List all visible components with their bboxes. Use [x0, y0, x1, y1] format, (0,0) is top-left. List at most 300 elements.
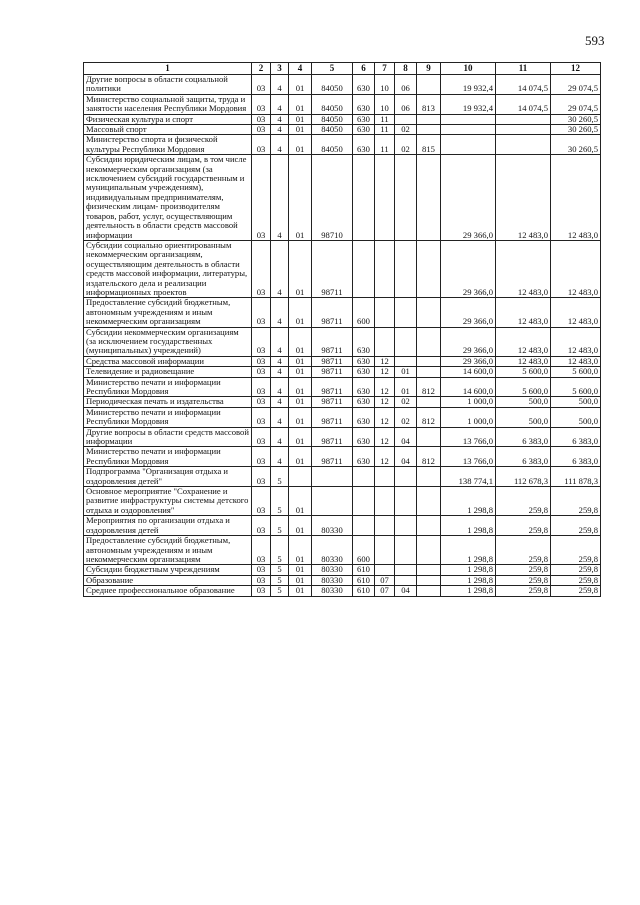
expense-type-cell: 630	[353, 125, 375, 135]
amount-col11-cell: 500,0	[496, 407, 551, 427]
target-code-cell: 84050	[312, 135, 353, 155]
table-row	[84, 516, 601, 536]
amount-col11-cell: 12 483,0	[496, 240, 551, 297]
ministry-cell	[417, 565, 441, 575]
program-code-cell: 4	[271, 407, 289, 427]
row-name-cell: Субсидии некоммерческим организациям (за исключением государственных (муниципальных) учреждений)	[84, 327, 252, 356]
subsection-cell	[395, 575, 417, 585]
subsection-cell	[395, 327, 417, 356]
event-code-cell: 01	[289, 427, 312, 447]
expense-type-cell: 630	[353, 447, 375, 467]
amount-col11-cell: 259,8	[496, 516, 551, 536]
ministry-cell	[417, 575, 441, 585]
event-code-cell: 01	[289, 447, 312, 467]
table-row	[84, 427, 601, 447]
table-row	[84, 327, 601, 356]
amount-col11-cell: 12 483,0	[496, 298, 551, 327]
event-code-cell: 01	[289, 565, 312, 575]
sub-code-cell: 03	[252, 565, 271, 575]
sub-code-cell: 03	[252, 575, 271, 585]
sub-code-cell: 03	[252, 397, 271, 407]
program-code-cell: 5	[271, 516, 289, 536]
subsection-cell: 01	[395, 367, 417, 377]
target-code-cell: 84050	[312, 114, 353, 124]
amount-col12-cell: 30 260,5	[551, 135, 601, 155]
program-code-cell: 4	[271, 327, 289, 356]
amount-col12-cell: 259,8	[551, 487, 601, 516]
target-code-cell: 98711	[312, 407, 353, 427]
program-code-cell: 5	[271, 467, 289, 487]
target-code-cell: 98711	[312, 298, 353, 327]
ministry-cell: 815	[417, 135, 441, 155]
column-header: 7	[375, 63, 395, 75]
expense-type-cell: 610	[353, 565, 375, 575]
ministry-cell	[417, 125, 441, 135]
amount-col10-cell: 29 366,0	[441, 327, 496, 356]
event-code-cell: 01	[289, 327, 312, 356]
ministry-cell: 812	[417, 447, 441, 467]
expense-type-cell: 630	[353, 377, 375, 397]
section-cell: 07	[375, 575, 395, 585]
event-code-cell: 01	[289, 367, 312, 377]
table-row	[84, 125, 601, 135]
event-code-cell: 01	[289, 298, 312, 327]
row-name-cell: Среднее профессиональное образование	[84, 586, 252, 596]
ministry-cell: 812	[417, 407, 441, 427]
column-header: 12	[551, 63, 601, 75]
section-cell: 10	[375, 94, 395, 114]
event-code-cell: 01	[289, 407, 312, 427]
amount-col12-cell: 5 600,0	[551, 377, 601, 397]
subsection-cell	[395, 155, 417, 241]
column-header: 9	[417, 63, 441, 75]
ministry-cell	[417, 427, 441, 447]
ministry-cell	[417, 367, 441, 377]
table-row	[84, 397, 601, 407]
amount-col12-cell: 30 260,5	[551, 125, 601, 135]
amount-col12-cell: 500,0	[551, 397, 601, 407]
section-cell: 12	[375, 356, 395, 366]
table-body	[84, 75, 601, 597]
program-code-cell: 4	[271, 367, 289, 377]
row-name-cell: Министерство спорта и физической культуры Республики Мордовия	[84, 135, 252, 155]
event-code-cell: 01	[289, 114, 312, 124]
amount-col12-cell: 6 383,0	[551, 447, 601, 467]
section-cell	[375, 327, 395, 356]
event-code-cell: 01	[289, 586, 312, 596]
amount-col10-cell: 13 766,0	[441, 447, 496, 467]
expense-type-cell: 600	[353, 536, 375, 565]
expense-type-cell: 630	[353, 397, 375, 407]
section-cell	[375, 487, 395, 516]
amount-col12-cell: 259,8	[551, 586, 601, 596]
sub-code-cell: 03	[252, 536, 271, 565]
amount-col12-cell: 6 383,0	[551, 427, 601, 447]
event-code-cell	[289, 467, 312, 487]
program-code-cell: 5	[271, 536, 289, 565]
event-code-cell: 01	[289, 240, 312, 297]
amount-col10-cell: 14 600,0	[441, 367, 496, 377]
program-code-cell: 4	[271, 135, 289, 155]
table-row	[84, 75, 601, 95]
amount-col10-cell: 1 298,8	[441, 487, 496, 516]
expense-type-cell	[353, 516, 375, 536]
amount-col11-cell: 259,8	[496, 575, 551, 585]
amount-col11-cell: 112 678,3	[496, 467, 551, 487]
expense-type-cell	[353, 467, 375, 487]
ministry-cell	[417, 298, 441, 327]
amount-col11-cell: 12 483,0	[496, 356, 551, 366]
subsection-cell	[395, 516, 417, 536]
subsection-cell	[395, 536, 417, 565]
ministry-cell	[417, 114, 441, 124]
subsection-cell	[395, 487, 417, 516]
amount-col12-cell: 259,8	[551, 516, 601, 536]
ministry-cell	[417, 516, 441, 536]
budget-table	[83, 62, 601, 597]
amount-col11-cell: 12 483,0	[496, 327, 551, 356]
sub-code-cell: 03	[252, 94, 271, 114]
expense-type-cell: 630	[353, 114, 375, 124]
table-row	[84, 575, 601, 585]
amount-col12-cell: 12 483,0	[551, 240, 601, 297]
ministry-cell: 812	[417, 377, 441, 397]
sub-code-cell: 03	[252, 407, 271, 427]
sub-code-cell: 03	[252, 467, 271, 487]
page-number: 593	[585, 33, 605, 48]
sub-code-cell: 03	[252, 75, 271, 95]
event-code-cell: 01	[289, 516, 312, 536]
amount-col12-cell: 29 074,5	[551, 75, 601, 95]
program-code-cell: 4	[271, 427, 289, 447]
amount-col11-cell: 14 074,5	[496, 75, 551, 95]
amount-col10-cell: 1 298,8	[441, 516, 496, 536]
amount-col10-cell: 29 366,0	[441, 356, 496, 366]
expense-type-cell: 610	[353, 586, 375, 596]
subsection-cell: 02	[395, 125, 417, 135]
amount-col10-cell: 13 766,0	[441, 427, 496, 447]
amount-col10-cell: 1 298,8	[441, 575, 496, 585]
section-cell: 12	[375, 397, 395, 407]
subsection-cell: 02	[395, 407, 417, 427]
section-cell: 12	[375, 407, 395, 427]
subsection-cell: 04	[395, 447, 417, 467]
row-name-cell: Телевидение и радиовещание	[84, 367, 252, 377]
sub-code-cell: 03	[252, 114, 271, 124]
amount-col10-cell	[441, 135, 496, 155]
event-code-cell: 01	[289, 94, 312, 114]
section-cell: 12	[375, 377, 395, 397]
subsection-cell: 02	[395, 397, 417, 407]
amount-col10-cell: 29 366,0	[441, 155, 496, 241]
target-code-cell: 98711	[312, 377, 353, 397]
amount-col10-cell: 1 000,0	[441, 407, 496, 427]
expense-type-cell: 630	[353, 94, 375, 114]
section-cell	[375, 298, 395, 327]
row-name-cell: Министерство социальной защиты, труда и занятости населения Республики Мордовия	[84, 94, 252, 114]
row-name-cell: Физическая культура и спорт	[84, 114, 252, 124]
amount-col10-cell: 29 366,0	[441, 298, 496, 327]
table-row	[84, 135, 601, 155]
row-name-cell: Субсидии юридическим лицам, в том числе некоммерческим организациям (за исключением субсидий государственным и муниципальным учреждениям), индивидуальным предпринимателям, физическим лицам- производителям товаров, работ, услуг, осуществляющим деятельность в области средств массовой информации	[84, 155, 252, 241]
target-code-cell: 98711	[312, 356, 353, 366]
expense-type-cell	[353, 240, 375, 297]
amount-col12-cell: 29 074,5	[551, 94, 601, 114]
amount-col10-cell: 1 298,8	[441, 565, 496, 575]
column-header: 8	[395, 63, 417, 75]
program-code-cell: 4	[271, 75, 289, 95]
table-row	[84, 586, 601, 596]
target-code-cell: 98711	[312, 447, 353, 467]
amount-col12-cell: 30 260,5	[551, 114, 601, 124]
expense-type-cell: 600	[353, 298, 375, 327]
expense-type-cell	[353, 155, 375, 241]
sub-code-cell: 03	[252, 356, 271, 366]
column-header: 2	[252, 63, 271, 75]
event-code-cell: 01	[289, 135, 312, 155]
amount-col10-cell: 1 298,8	[441, 536, 496, 565]
column-header: 11	[496, 63, 551, 75]
target-code-cell: 80330	[312, 565, 353, 575]
amount-col12-cell: 500,0	[551, 407, 601, 427]
event-code-cell: 01	[289, 536, 312, 565]
subsection-cell	[395, 240, 417, 297]
row-name-cell: Средства массовой информации	[84, 356, 252, 366]
subsection-cell: 06	[395, 94, 417, 114]
amount-col11-cell: 259,8	[496, 487, 551, 516]
amount-col12-cell: 12 483,0	[551, 298, 601, 327]
amount-col12-cell: 12 483,0	[551, 356, 601, 366]
program-code-cell: 4	[271, 356, 289, 366]
expense-type-cell: 630	[353, 407, 375, 427]
table-row	[84, 114, 601, 124]
program-code-cell: 5	[271, 586, 289, 596]
row-name-cell: Образование	[84, 575, 252, 585]
row-name-cell: Мероприятия по организации отдыха и оздоровления детей	[84, 516, 252, 536]
ministry-cell	[417, 536, 441, 565]
target-code-cell: 98711	[312, 397, 353, 407]
section-cell	[375, 240, 395, 297]
amount-col11-cell: 259,8	[496, 536, 551, 565]
amount-col10-cell: 1 000,0	[441, 397, 496, 407]
amount-col10-cell: 14 600,0	[441, 377, 496, 397]
subsection-cell: 04	[395, 586, 417, 596]
amount-col12-cell: 259,8	[551, 565, 601, 575]
sub-code-cell: 03	[252, 240, 271, 297]
program-code-cell: 4	[271, 397, 289, 407]
target-code-cell: 80330	[312, 536, 353, 565]
section-cell	[375, 467, 395, 487]
sub-code-cell: 03	[252, 586, 271, 596]
program-code-cell: 4	[271, 125, 289, 135]
amount-col12-cell: 5 600,0	[551, 367, 601, 377]
row-name-cell: Министерство печати и информации Республики Мордовия	[84, 447, 252, 467]
column-header: 3	[271, 63, 289, 75]
subsection-cell	[395, 356, 417, 366]
subsection-cell: 02	[395, 135, 417, 155]
amount-col11-cell: 6 383,0	[496, 447, 551, 467]
amount-col10-cell: 29 366,0	[441, 240, 496, 297]
sub-code-cell: 03	[252, 447, 271, 467]
sub-code-cell: 03	[252, 427, 271, 447]
expense-type-cell: 630	[353, 327, 375, 356]
subsection-cell: 06	[395, 75, 417, 95]
amount-col11-cell: 5 600,0	[496, 367, 551, 377]
subsection-cell: 01	[395, 377, 417, 397]
ministry-cell	[417, 397, 441, 407]
sub-code-cell: 03	[252, 377, 271, 397]
sub-code-cell: 03	[252, 298, 271, 327]
program-code-cell: 4	[271, 240, 289, 297]
target-code-cell	[312, 487, 353, 516]
program-code-cell: 4	[271, 298, 289, 327]
table-row	[84, 94, 601, 114]
amount-col10-cell: 19 932,4	[441, 94, 496, 114]
sub-code-cell: 03	[252, 516, 271, 536]
amount-col10-cell: 138 774,1	[441, 467, 496, 487]
table-row	[84, 356, 601, 366]
row-name-cell: Другие вопросы в области социальной политики	[84, 75, 252, 95]
row-name-cell: Подпрограмма "Организация отдыха и оздоровления детей"	[84, 467, 252, 487]
program-code-cell: 5	[271, 575, 289, 585]
ministry-cell	[417, 467, 441, 487]
target-code-cell: 84050	[312, 75, 353, 95]
sub-code-cell: 03	[252, 327, 271, 356]
section-cell: 11	[375, 125, 395, 135]
event-code-cell: 01	[289, 397, 312, 407]
table-row	[84, 487, 601, 516]
ministry-cell	[417, 586, 441, 596]
amount-col11-cell	[496, 125, 551, 135]
subsection-cell	[395, 467, 417, 487]
column-header: 1	[84, 63, 252, 75]
amount-col11-cell: 12 483,0	[496, 155, 551, 241]
target-code-cell: 84050	[312, 125, 353, 135]
row-name-cell: Предоставление субсидий бюджетным, автономным учреждениям и иным некоммерческим организациям	[84, 298, 252, 327]
table-row	[84, 536, 601, 565]
amount-col11-cell	[496, 114, 551, 124]
amount-col11-cell: 259,8	[496, 586, 551, 596]
section-cell: 12	[375, 367, 395, 377]
column-header: 4	[289, 63, 312, 75]
amount-col10-cell	[441, 114, 496, 124]
ministry-cell	[417, 487, 441, 516]
amount-col11-cell: 14 074,5	[496, 94, 551, 114]
program-code-cell: 4	[271, 377, 289, 397]
program-code-cell: 5	[271, 565, 289, 575]
ministry-cell	[417, 75, 441, 95]
ministry-cell	[417, 327, 441, 356]
amount-col10-cell: 19 932,4	[441, 75, 496, 95]
expense-type-cell: 630	[353, 356, 375, 366]
table-header-row	[84, 63, 601, 75]
expense-type-cell: 610	[353, 575, 375, 585]
target-code-cell: 98711	[312, 367, 353, 377]
table-row	[84, 155, 601, 241]
table-row	[84, 467, 601, 487]
sub-code-cell: 03	[252, 367, 271, 377]
amount-col11-cell	[496, 135, 551, 155]
target-code-cell	[312, 467, 353, 487]
event-code-cell: 01	[289, 155, 312, 241]
event-code-cell: 01	[289, 356, 312, 366]
ministry-cell	[417, 356, 441, 366]
amount-col11-cell: 5 600,0	[496, 377, 551, 397]
subsection-cell	[395, 298, 417, 327]
row-name-cell: Предоставление субсидий бюджетным, автономным учреждениям и иным некоммерческим организациям	[84, 536, 252, 565]
expense-type-cell: 630	[353, 367, 375, 377]
section-cell	[375, 516, 395, 536]
event-code-cell: 01	[289, 75, 312, 95]
amount-col11-cell: 259,8	[496, 565, 551, 575]
table-row	[84, 240, 601, 297]
sub-code-cell: 03	[252, 135, 271, 155]
amount-col10-cell: 1 298,8	[441, 586, 496, 596]
section-cell: 11	[375, 135, 395, 155]
amount-col12-cell: 12 483,0	[551, 327, 601, 356]
expense-type-cell: 630	[353, 427, 375, 447]
target-code-cell: 84050	[312, 94, 353, 114]
target-code-cell: 98711	[312, 427, 353, 447]
section-cell	[375, 536, 395, 565]
row-name-cell: Другие вопросы в области средств массовой информации	[84, 427, 252, 447]
expense-type-cell	[353, 487, 375, 516]
amount-col12-cell: 111 878,3	[551, 467, 601, 487]
table-row	[84, 367, 601, 377]
row-name-cell: Массовый спорт	[84, 125, 252, 135]
event-code-cell: 01	[289, 125, 312, 135]
row-name-cell: Периодическая печать и издательства	[84, 397, 252, 407]
program-code-cell: 4	[271, 114, 289, 124]
table-row	[84, 407, 601, 427]
section-cell	[375, 155, 395, 241]
program-code-cell: 5	[271, 487, 289, 516]
event-code-cell: 01	[289, 377, 312, 397]
section-cell	[375, 565, 395, 575]
target-code-cell: 80330	[312, 516, 353, 536]
ministry-cell: 813	[417, 94, 441, 114]
sub-code-cell: 03	[252, 487, 271, 516]
subsection-cell	[395, 565, 417, 575]
section-cell: 12	[375, 427, 395, 447]
target-code-cell: 80330	[312, 575, 353, 585]
row-name-cell: Министерство печати и информации Республики Мордовия	[84, 377, 252, 397]
column-header: 6	[353, 63, 375, 75]
expense-type-cell: 630	[353, 135, 375, 155]
row-name-cell: Субсидии бюджетным учреждениям	[84, 565, 252, 575]
program-code-cell: 4	[271, 447, 289, 467]
amount-col12-cell: 12 483,0	[551, 155, 601, 241]
section-cell: 10	[375, 75, 395, 95]
table-row	[84, 447, 601, 467]
subsection-cell: 04	[395, 427, 417, 447]
section-cell: 07	[375, 586, 395, 596]
sub-code-cell: 03	[252, 125, 271, 135]
row-name-cell: Субсидии социально ориентированным некоммерческим организациям, осуществляющим деятельность в области средств массовой информации, литературы, издательского дела и реализации информационных проектов	[84, 240, 252, 297]
subsection-cell	[395, 114, 417, 124]
target-code-cell: 98711	[312, 240, 353, 297]
section-cell: 11	[375, 114, 395, 124]
expense-type-cell: 630	[353, 75, 375, 95]
target-code-cell: 80330	[312, 586, 353, 596]
table-row	[84, 377, 601, 397]
table-row	[84, 565, 601, 575]
row-name-cell: Основное мероприятие "Сохранение и развитие инфраструктуры системы детского отдыха и оздоровления"	[84, 487, 252, 516]
event-code-cell: 01	[289, 575, 312, 585]
program-code-cell: 4	[271, 94, 289, 114]
column-header: 10	[441, 63, 496, 75]
target-code-cell: 98710	[312, 155, 353, 241]
